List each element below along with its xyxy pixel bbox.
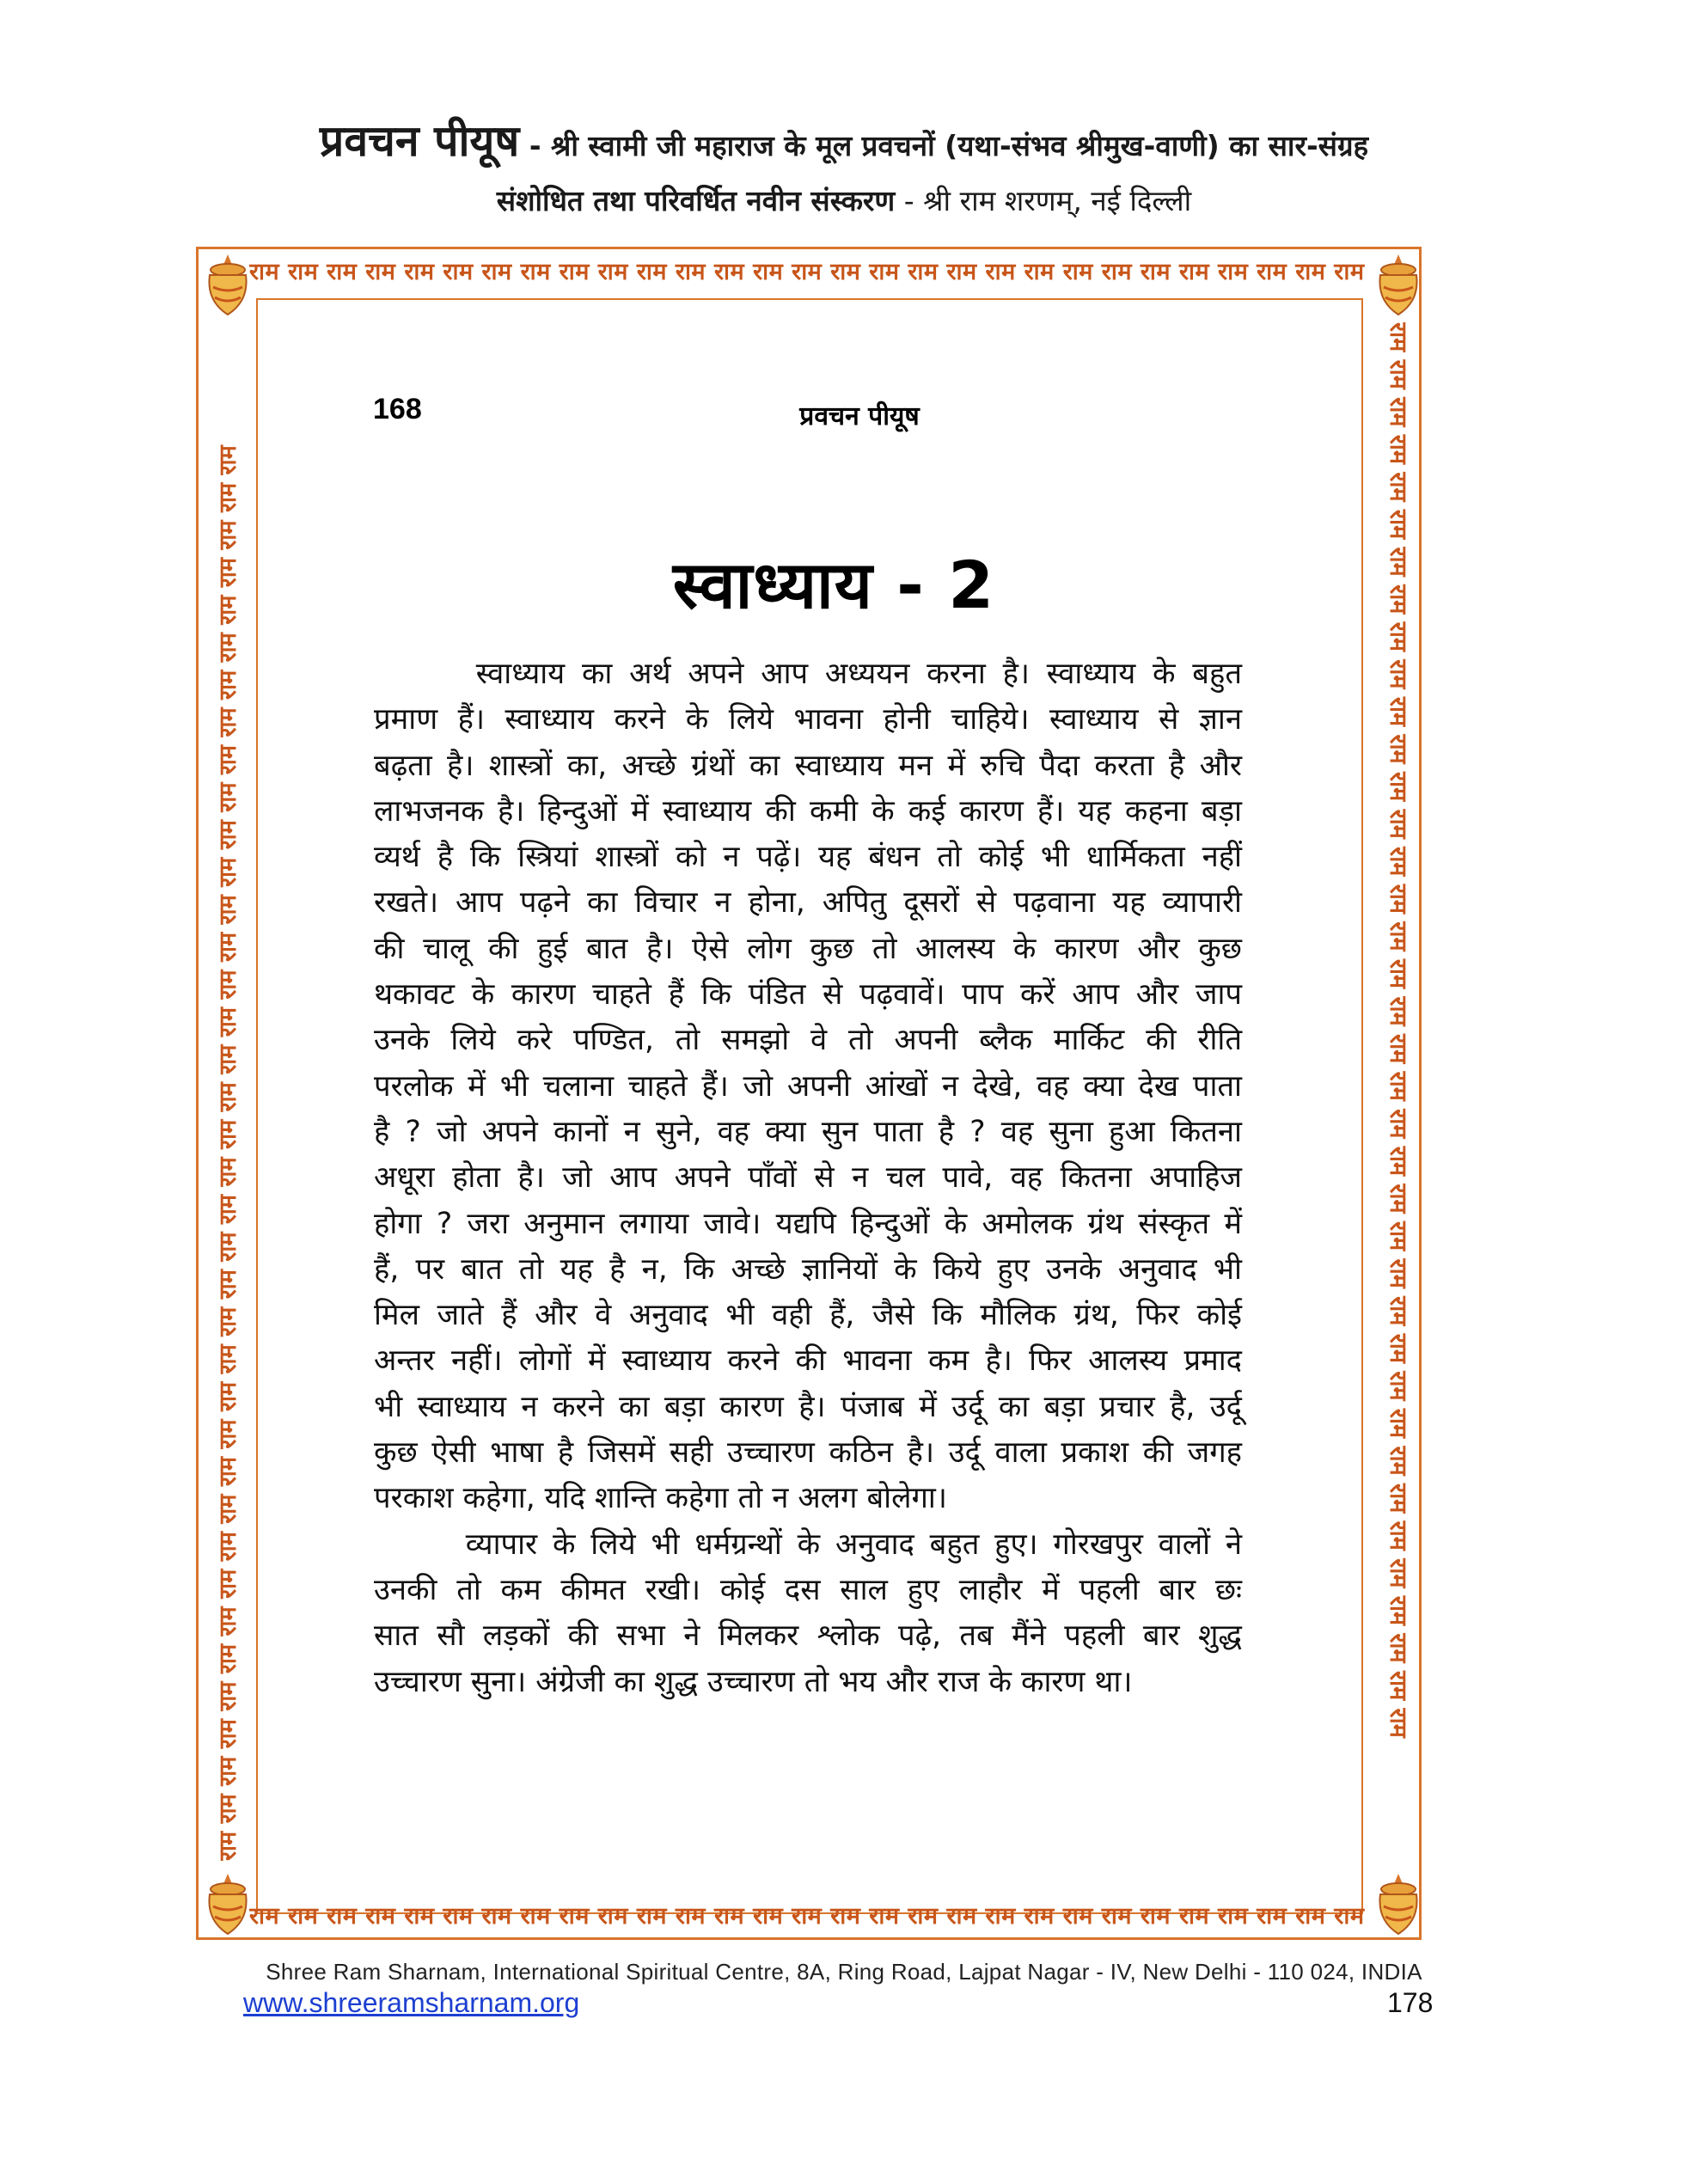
text-line: व्यापार के लिये भी धर्मग्रन्थों के अनुवाद बहुत हुए। गोरखपुर वालों ने <box>374 1526 1242 1562</box>
text-line: स्वाध्याय का अर्थ अपने आप अध्ययन करना है। स्वाध्याय के बहुत <box>374 657 1242 691</box>
header-publisher: - श्री राम शरणम्, नई दिल्ली <box>895 184 1192 217</box>
kalash-icon <box>199 251 256 320</box>
header-edition: संशोधित तथा परिवर्धित नवीन संस्करण <box>496 184 896 217</box>
text-line: भी स्वाध्याय न करने का बड़ा कारण है। पंजाब में उर्दू का बड़ा प्रचार है, उर्दू <box>374 1389 1242 1424</box>
website-link[interactable]: www.shreeramsharnam.org <box>243 1987 580 2018</box>
header-description: - श्री स्वामी जी महाराज के मूल प्रवचनों (यथा-संभव श्रीमुख-वाणी) का सार-संग्रह <box>519 129 1369 162</box>
text-line: थकावट के कारण चाहते हैं कि पंडित से पढ़वावें। पाप करें आप और जाप <box>374 977 1242 1012</box>
ram-border-top: राम राम राम राम राम राम राम राम राम राम राम राम राम राम राम राम राम राम राम राम राम राम राम राम राम राम राम राम राम <box>249 259 1365 285</box>
document-header-subtitle <box>0 180 1688 219</box>
header-book-title: प्रवचन पीयूष <box>319 116 520 166</box>
document-header-title <box>0 110 1688 168</box>
text-line: लाभजनक है। हिन्दुओं में स्वाध्याय की कमी के कई कारण हैं। यह कहना बड़ा <box>374 793 1242 829</box>
text-line: हैं, पर बात तो यह है न, कि अच्छे ज्ञानियों के किये हुए उनके अनुवाद भी <box>374 1251 1242 1287</box>
chapter-body-text <box>374 652 1242 1705</box>
text-line: है ? जो अपने कानों न सुने, वह क्या सुन पाता है ? वह सुना हुआ कितना <box>374 1114 1242 1149</box>
text-line: होगा ? जरा अनुमान लगाया जावे। यद्यपि हिन्दुओं के अमोलक ग्रंथ संस्कृत में <box>374 1206 1242 1241</box>
ram-border-bottom: राम राम राम राम राम राम राम राम राम राम राम राम राम राम राम राम राम राम राम राम राम राम राम राम राम राम राम राम राम <box>249 1903 1365 1930</box>
text-line: मिल जाते हैं और वे अनुवाद भी वही हैं, जैसे कि मौलिक ग्रंथ, फिर कोई <box>374 1298 1242 1333</box>
text-line: बढ़ता है। शास्त्रों का, अच्छे ग्रंथों का स्वाध्याय मन में रुचि पैदा करता है और <box>374 748 1242 783</box>
pdf-page-number: 178 <box>1387 1987 1434 2018</box>
text-line: उच्चारण सुना। अंग्रेजी का शुद्ध उच्चारण तो भय और राज के कारण था। <box>374 1664 1133 1699</box>
text-line: उनकी तो कम कीमत रखी। कोई दस साल हुए लाहौर में पहली बार छः <box>374 1572 1242 1607</box>
running-title: प्रवचन पीयूष <box>799 401 920 431</box>
chapter-title: स्वाध्याय - 2 <box>672 547 995 623</box>
text-line: उनके लिये करे पण्डित, तो समझो वे तो अपनी ब्लैक मार्किट की रीति <box>374 1023 1242 1058</box>
footer-address: Shree Ram Sharnam, International Spiritual Centre, 8A, Ring Road, Lajpat Nagar - IV, New Delhi - 110 024, INDIA <box>266 1959 1422 1985</box>
text-line: कुछ ऐसी भाषा है जिसमें सही उच्चारण कठिन है। उर्दू वाला प्रकाश की जगह <box>374 1435 1242 1471</box>
text-line: रखते। आप पढ़ने का विचार न होना, अपितु दूसरों से पढ़वाना यह व्यापारी <box>374 885 1242 921</box>
text-line: सात सौ लड़कों की सभा ने मिलकर श्लोक पढ़े, तब मैंने पहली बार शुद्ध <box>374 1618 1242 1654</box>
kalash-icon <box>199 1870 256 1939</box>
ram-border-right: राम राम राम राम राम राम राम राम राम राम राम राम राम राम राम राम राम राम राम राम राम राम राम राम राम राम राम राम राम राम राम राम राम राम राम राम राम राम <box>1385 322 1411 1738</box>
text-line: परलोक में भी चलाना चाहते हैं। जो अपनी आंखों न देखे, वह क्या देख पाता <box>374 1068 1242 1104</box>
kalash-icon <box>1370 251 1427 320</box>
kalash-icon <box>1370 1870 1427 1939</box>
text-line: की चालू की हुई बात है। ऐसे लोग कुछ तो आलस्य के कारण और कुछ <box>374 931 1242 966</box>
ram-border-left: राम राम राम राम राम राम राम राम राम राम राम राम राम राम राम राम राम राम राम राम राम राम राम राम राम राम राम राम राम राम राम राम राम राम राम राम राम राम <box>215 445 242 1861</box>
text-line: प्रमाण हैं। स्वाध्याय करने के लिये भावना होनी चाहिये। स्वाध्याय से ज्ञान <box>374 702 1242 737</box>
text-line: अन्तर नहीं। लोगों में स्वाध्याय करने की भावना कम है। फिर आलस्य प्रमाद <box>374 1343 1242 1379</box>
text-line: परकाश कहेगा, यदि शान्ति कहेगा तो न अलग बोलेगा। <box>374 1481 947 1516</box>
text-line: अधूरा होता है। जो आप अपने पाँवों से न चल पावे, वह कितना अपाहिज <box>374 1160 1242 1196</box>
book-page-number: 168 <box>373 393 422 425</box>
text-line: व्यर्थ है कि स्त्रियां शास्त्रों को न पढ़ें। यह बंधन तो कोई भी धार्मिकता नहीं <box>374 840 1242 875</box>
